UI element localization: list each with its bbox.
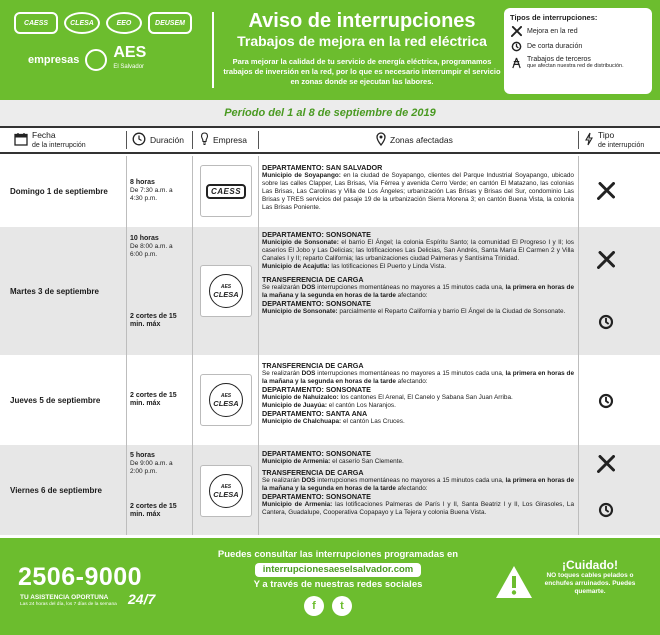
twitter-icon[interactable]: t <box>332 596 352 616</box>
warning-text: NO toques cables pelados o enchufes arruinados. Puedes quemarte. <box>544 572 636 595</box>
row-duration: 10 horas De 8:00 a.m. a 6:00 p.m. <box>130 235 173 258</box>
clesa-logo: AES CLESA <box>209 274 243 308</box>
caess-logo: CAESS <box>14 12 58 34</box>
tools-icon <box>584 173 628 209</box>
row-zones: TRANSFERENCIA DE CARGA Se realizarán DOS interrupciones momentáneas no mayores a 15 minutos cada una, la primera en horas de la mañana y la segunda en horas de la tarde afectando: DEPARTAMENTO: SONSONATE Municipio de Nahuizalco: los cantones El Arenal, El Canelo y Sabana San Juan Arriba. Municipio de Juayúa: el cantón Los Naranjos. DEPARTAMENTO: SANTA ANA Municipio de Chalchuapa: el cantón Las Cruces. <box>262 361 574 425</box>
table-row <box>0 156 660 226</box>
page-title: Aviso de interrupciones <box>248 10 476 32</box>
aes-logo-icon <box>85 49 107 71</box>
facebook-icon[interactable]: f <box>304 596 324 616</box>
legend-label: Mejora en la red <box>527 28 578 35</box>
legend-sublabel: que afectan nuestra red de distribución. <box>527 63 624 69</box>
aes-name: AES <box>113 44 147 61</box>
deusem-logo: DEUSEM <box>148 12 192 34</box>
page-subtitle: Trabajos de mejora en la red eléctrica <box>237 33 487 49</box>
legend-label: De corta duración <box>527 43 583 50</box>
header-title-block <box>222 10 502 87</box>
bulb-icon <box>200 132 209 148</box>
header-banner <box>0 0 660 100</box>
warning-block <box>540 558 640 596</box>
row-duration: 5 horas De 9:00 a.m. a 2:00 p.m. <box>130 452 173 475</box>
row-duration-short: 2 cortes de 15 min. máx <box>130 503 177 518</box>
th-tipo <box>584 128 644 152</box>
calendar-icon <box>14 132 28 148</box>
eeo-logo: EEO <box>106 12 142 34</box>
row-company <box>196 374 256 426</box>
th-tipo-label: Tipo <box>598 129 615 140</box>
clesa-logo: AES CLESA <box>209 383 243 417</box>
footer-banner <box>0 538 660 635</box>
table-row <box>0 445 660 535</box>
warning-title: ¡Cuidado! <box>562 558 618 572</box>
lightning-icon <box>584 132 594 148</box>
row-date: Martes 3 de septiembre <box>10 286 99 296</box>
row-date: Jueves 5 de septiembre <box>10 395 101 405</box>
clock-icon <box>132 132 146 148</box>
empresas-label: empresas <box>28 54 80 66</box>
row-date: Domingo 1 de septiembre <box>10 186 108 196</box>
row-duration-short: 2 cortes de 15 min. máx <box>130 313 177 328</box>
legend-item-terceros <box>510 56 646 69</box>
header-description: Para mejorar la calidad de tu servicio de energía eléctrica, programamos trabajos de inversión en la red, por lo que es necesario interrumpir el servicio en zonas donde se ejecutan las labores. <box>223 57 501 86</box>
table-header <box>0 126 660 154</box>
header-divider <box>212 12 214 88</box>
tools-icon <box>584 449 628 479</box>
th-fecha-sub: de la interrupción <box>32 141 86 149</box>
th-empresa-label: Empresa <box>213 135 248 145</box>
clesa-logo: CLESA <box>64 12 100 34</box>
row-zones: DEPARTAMENTO: SAN SALVADOR Municipio de Soyapango: en la ciudad de Soyapango, clientes del Parque Industrial Soyapango, ubicado sobre las calles Clapper, Las Brisas, Vía Férrea y avenida Cerro Verde; en cantón El Matazano, las colonias Las Brisas, Las Carolinas y Villa de Los Ángeles; urbanización Las Brisas y Brisas del Sur, condominio Las Brisas y TRES servicios del pasaje 19 de la urbanización Sierra Morena 3; en cantón Buena Vista, la colonia Las Brisas Poniente. <box>262 163 574 211</box>
legend-title: Tipos de interrupciones: <box>510 13 598 22</box>
clesa-logo: AES CLESA <box>209 474 243 508</box>
consult-text: Puedes consultar las interrupciones programadas en <box>217 549 459 560</box>
table-row <box>0 356 660 444</box>
h247-badge: 24/7 <box>128 591 156 607</box>
th-zonas-label: Zonas afectadas <box>390 135 453 145</box>
th-empresa <box>200 128 247 152</box>
legend-label: Trabajos de terceros <box>527 56 591 63</box>
phone-number[interactable]: 2506-9000 <box>18 563 143 591</box>
short-duration-icon <box>510 41 523 52</box>
row-duration-short: 2 cortes de 15 min. máx <box>130 392 177 407</box>
row-duration: 8 horas De 7:30 a.m. a 4:30 p.m. <box>130 179 173 202</box>
legend-item-corta <box>510 41 646 52</box>
th-fecha <box>14 128 86 152</box>
th-tipo-sub: de interrupción <box>598 141 645 149</box>
th-fecha-label: Fecha <box>32 129 56 140</box>
table-row <box>0 227 660 355</box>
th-duracion-label: Duración <box>150 135 185 145</box>
caess-logo: CAESS <box>206 184 246 199</box>
tower-icon <box>510 57 523 69</box>
row-company <box>196 165 256 217</box>
aes-brand <box>28 46 146 74</box>
short-duration-icon <box>584 386 628 416</box>
interruption-types-legend <box>504 8 652 94</box>
row-date: Viernes 6 de septiembre <box>10 485 102 495</box>
row-company <box>196 465 256 517</box>
aes-sub: El Salvador <box>113 64 145 70</box>
tools-icon <box>510 26 523 37</box>
short-duration-icon <box>584 495 628 525</box>
th-duracion <box>132 128 184 152</box>
tools-icon <box>584 245 628 275</box>
warning-icon <box>494 564 534 605</box>
row-company <box>196 265 256 317</box>
social-text: Y a través de nuestras redes sociales <box>253 579 423 590</box>
location-pin-icon <box>376 132 386 148</box>
website-link[interactable]: interrupcionesaeselsalvador.com <box>255 563 421 577</box>
th-zonas <box>376 128 453 152</box>
assist-sublabel: Las 24 horas del día, los 7 días de la semana <box>20 602 117 607</box>
period-banner: Período del 1 al 8 de septiembre de 2019 <box>0 100 660 126</box>
consult-block <box>198 548 478 592</box>
assist-label: TU ASISTENCIA OPORTUNA <box>20 594 109 601</box>
social-links <box>304 596 352 616</box>
row-zones: DEPARTAMENTO: SONSONATE Municipio de Armenia: el caserío San Clemente. TRANSFERENCIA DE CARGA Se realizarán DOS interrupciones momentáneas no mayores a 15 minutos cada una, la primera en horas de la mañana y la segunda en horas de la tarde afectando: DEPARTAMENTO: SONSONATE Municipio de Armenia: las lotificaciones Palmeras de París I y II, Santa Beatriz I y II, Los Girasoles, La Cantera, Guadalupe, Cooperativa Copapayo y La Tejera y colonia Buena Vista. <box>262 449 574 516</box>
row-zones: DEPARTAMENTO: SONSONATE Municipio de Sonsonate: el barrio El Ángel; la colonia Espíritu Santo; la comunidad El Progreso I y II; los caseríos El Jobo y Las Delicias; las lotificaciones Las Delicias, San Andrés, Santa María El Carmen 2 y Villa Canales I y II; reparto California; las urbanizaciones ciudad Palmeras y Santísima Trinidad. Municipio de Acajutla: las lotificaciones El Puerto y Linda Vista. TRANSFERENCIA DE CARGA Se realizarán DOS interrupciones momentáneas no mayores a 15 minutos cada una, la primera en horas de la mañana y la segunda en horas de la tarde afectando: DEPARTAMENTO: SONSONATE Municipio de Sonsonate: parcialmente el Reparto California y barrio El Ángel de la Ciudad de Sonsonate. <box>262 230 574 315</box>
short-duration-icon <box>584 307 628 337</box>
legend-item-mejora <box>510 26 646 37</box>
